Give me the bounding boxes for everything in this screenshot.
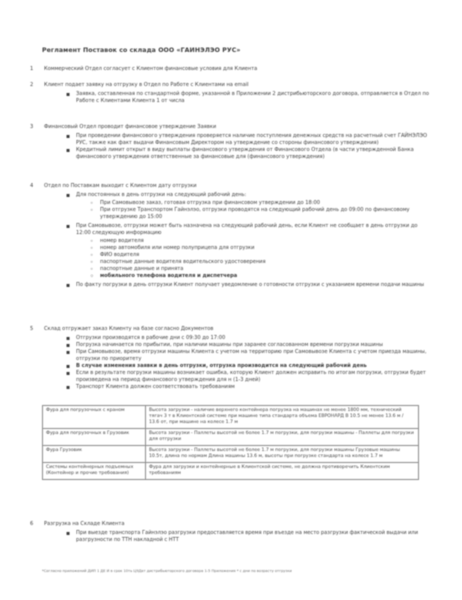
list-subitem: ◦ При отгрузке Транспортом Гайнэлэо, отгрузки проводятся на следующий рабочий день до 09:00 по финансовому утверждению до 15:00 bbox=[90, 207, 430, 221]
section-1 bbox=[30, 66, 430, 73]
section-number: 6 bbox=[30, 521, 34, 527]
section-text: Финансовый Отдел проводит финансовое утверждение Заявки bbox=[44, 124, 217, 130]
list-item: ▪ Погрузка начинается по прибытии, при наличии машины при заранее согласованном времени погрузки машины bbox=[66, 342, 430, 349]
section-text: Склад отгружает заказ Клиенту на базе согласно Документов bbox=[44, 326, 214, 332]
table-cell: Фура Грузовик bbox=[43, 446, 146, 463]
footnote: *Согласно приложений ДИП 1 ДЕ И в срок 10ть Ц9Дат дистрибьюторского договора 1-5 Приложения * с дни по возрасту отгрузки bbox=[42, 569, 292, 573]
section-text: Коммерческий Отдел согласует с Клиентом финансовые условия для Клиента bbox=[44, 66, 258, 72]
section-number: 4 bbox=[30, 183, 34, 189]
table-cell: Системы контейнерных подъемных (Контейнер и прочие требования) bbox=[43, 463, 146, 480]
list-item: ▪ Отгрузки производятся в рабочие дни с 09:30 до 17:00 bbox=[66, 335, 430, 342]
section-text: Разгрузка на Складе Клиента bbox=[44, 521, 125, 527]
list-subitem: ◦ номер автомобиля или номер полуприцепа для отгрузки bbox=[90, 245, 430, 252]
list-item: ▪ Для постоянных в день отгрузки на следующий рабочий день: bbox=[66, 192, 430, 199]
list-subitem: ◦ ФИО водителя bbox=[90, 252, 430, 259]
list-item: ▪ Если в результате погрузки машины возникает ошибка, которую Клиент должен исправить по итогам погрузки, отгрузки будет произведена на период финансового утверждения для н (1-3 дней) bbox=[66, 370, 430, 384]
section-text: Клиент подает заявку на отгрузку в Отдел по Работе с Клиентами на email bbox=[44, 82, 249, 88]
document-title: Регламент Поставок со склада ООО «ГАЙНЭЛЭО РУС» bbox=[42, 47, 241, 54]
list-item: ▪ В случае изменения заявки в день отгрузки, отгрузка производится на следующий рабочий день bbox=[66, 363, 430, 370]
section-number: 5 bbox=[30, 326, 34, 332]
requirements-table bbox=[42, 405, 419, 480]
list-item: ▪ При выезде транспорта Гайнэлэо разгрузки предоставляется время при въезде на место разгрузки фактической выдачи или разгрузности по ТТН накладной с НТТ bbox=[66, 530, 430, 544]
list-item: ▪ Транспорт Клиента должен соответствовать требованиям bbox=[66, 384, 430, 391]
section-6 bbox=[30, 521, 430, 544]
list-subitem: ◦ При Самовывозе заказ, готовая отгрузка при финансовом утверждении до 18:00 bbox=[90, 200, 430, 207]
list-item: ▪ При проведении финансового утверждения проверяется наличие поступления денежных средств на расчетный счет ГАЙНЭЛЭО РУС, также как факт выдачи Финансовым Директором на утверждение со стороны финансового утверждения) bbox=[66, 133, 430, 147]
section-number: 2 bbox=[30, 82, 34, 88]
table-row bbox=[43, 446, 419, 463]
section-4 bbox=[30, 183, 430, 289]
table-cell: Высота загрузки - Паллеты высотой не более 1.7 м погрузки, для погрузки машины - Паллеты для погрузки для отгрузки bbox=[146, 429, 419, 446]
section-2 bbox=[30, 82, 430, 105]
table-cell: Фура для погрузочных с краном bbox=[43, 406, 146, 429]
list-item: ▪ При Самовывозе, отгрузки может быть назначена на следующий рабочий день, если Клиент не сообщает в день отгрузки до 12:00 следующую информацию bbox=[66, 223, 430, 237]
section-text: Отдел по Поставкам выходит с Клиентом дату отгрузки bbox=[44, 183, 197, 189]
table-row bbox=[43, 406, 419, 429]
list-subitem: ◦ мобильного телефона водителя и диспетчера bbox=[90, 273, 430, 280]
list-subitem: ◦ номер водителя bbox=[90, 238, 430, 245]
section-number: 3 bbox=[30, 124, 34, 130]
list-subitem: ◦ паспортные данные и принята bbox=[90, 266, 430, 273]
table-cell: Высота загрузки - наличие верхнего контейнера погрузка на машинах не менее 1800 мм, технический тягач 3 т в Клиентской системе при машине типа стандарта объема ЕВРОНАРД В 10.5 не менее 13.6 м / 13.6 от, при машине на колесе 1.7 м bbox=[146, 406, 419, 429]
list-item: ▪ По факту погрузки в день отгрузки Клиент получает уведомление о готовности отгрузки с указанием времени подачи машины bbox=[66, 282, 430, 289]
list-item: ▪ Кредитный лимит открыт в виду выплаты финансового утверждения от Финансового Отдела (в части утвержденной Банка финансового утверждения ответственные за финансовые для (финансового утверждения) bbox=[66, 147, 430, 161]
table-cell: Фура для загрузки и контейнерные в Клиентской системе, не должна противоречить Клиентским требованиям bbox=[146, 463, 419, 480]
section-3 bbox=[30, 124, 430, 161]
table-row bbox=[43, 429, 419, 446]
table-cell: Фура для погрузочных в Грузовик bbox=[43, 429, 146, 446]
list-item: ▪ Заявка, составленная по стандартной форме, указанной в Приложении 2 дистрибьюторского договора, отправляется в Отдел по Работе с Клиентами Клиента 1 от числа bbox=[66, 91, 430, 105]
section-number: 1 bbox=[30, 66, 34, 72]
table-cell: Высота загрузки - Паллеты высотой не более 1.7 м погрузки, для погрузки машины Грузовые машины 10.5т, длина по нормам Длина машины 13.6 м, высоты при погрузке стандарта на колесе 1.7 м bbox=[146, 446, 419, 463]
section-5 bbox=[30, 326, 430, 391]
table-row bbox=[43, 463, 419, 480]
list-subitem: ◦ паспортные данные водителя водительского удостоверения bbox=[90, 259, 430, 266]
list-item: ▪ При Самовывозе, время отгрузки машины Клиента с учетом на территорию при Самовывозе Клиента с учетом приезда машины, отгрузки по приоритету bbox=[66, 349, 430, 363]
